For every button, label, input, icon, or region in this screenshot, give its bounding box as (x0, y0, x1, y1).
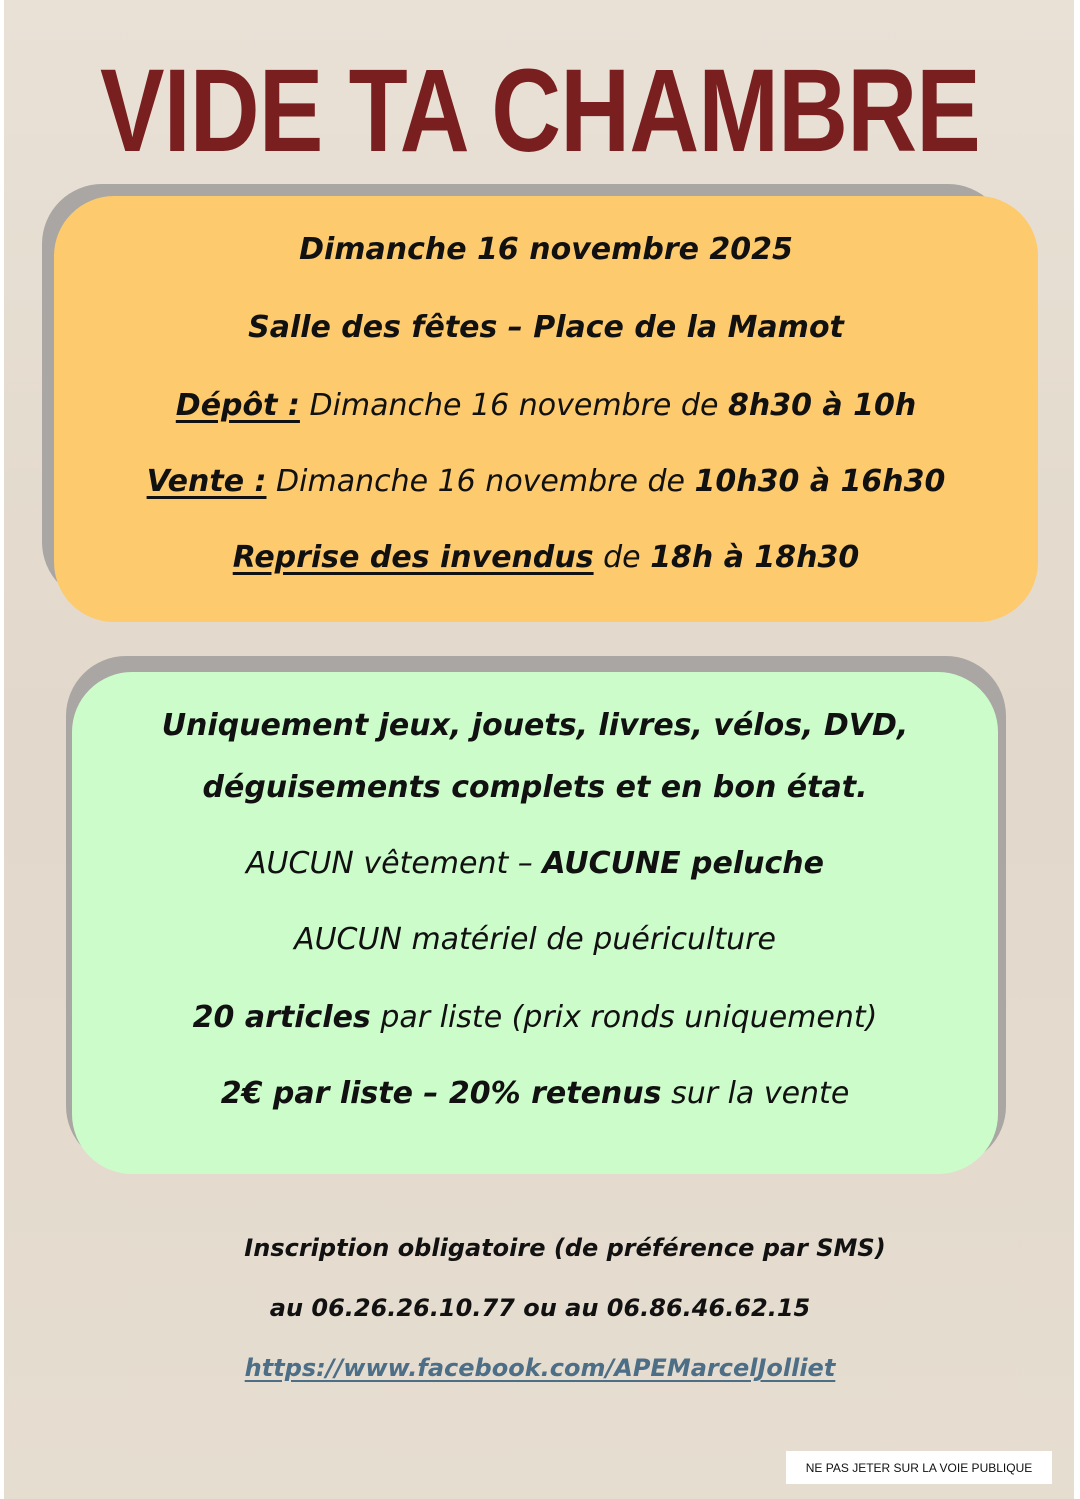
rules-line-3-a: AUCUN vêtement – (246, 846, 533, 881)
reprise-line (54, 540, 1038, 575)
rules-line-4: AUCUN matériel de puériculture (294, 922, 776, 957)
reprise-time: 18h à 18h30 (650, 540, 860, 575)
page-edge-right (1074, 0, 1080, 1499)
rules-line-3-b: AUCUNE peluche (542, 846, 824, 881)
depot-line (54, 388, 1038, 423)
vente-line (54, 464, 1038, 499)
vente-label: Vente : (146, 464, 267, 499)
page-edge-left (0, 0, 4, 1499)
notice-label: NE PAS JETER SUR LA VOIE PUBLIQUE (786, 1451, 1052, 1484)
vente-text: Dimanche 16 novembre de (276, 464, 685, 499)
rules-line-6 (72, 1076, 998, 1111)
facebook-link-row (0, 1354, 1080, 1382)
facebook-link[interactable]: https://www.facebook.com/APEMarcelJolliet (244, 1354, 836, 1382)
rules-line-5 (72, 1000, 998, 1035)
rules-line-3 (72, 846, 998, 881)
vente-time: 10h30 à 16h30 (694, 464, 946, 499)
rules-line-1: Uniquement jeux, jouets, livres, vélos, DVD, (161, 708, 909, 743)
rules-line-6-b: sur la vente (671, 1076, 850, 1111)
event-location: Salle des fêtes – Place de la Mamot (248, 310, 844, 345)
rules-line-5-b: par liste (prix ronds uniquement) (380, 1000, 878, 1035)
reprise-label: Reprise des invendus (232, 540, 594, 575)
rules-card (72, 672, 998, 1174)
event-date: Dimanche 16 novembre 2025 (299, 232, 793, 267)
rules-line-6-a: 2€ par liste – 20% retenus (220, 1076, 662, 1111)
rules-line-2: déguisements complets et en bon état. (202, 770, 868, 805)
depot-label: Dépôt : (175, 388, 300, 423)
event-card (54, 196, 1038, 622)
registration-text: Inscription obligatoire (de préférence par SMS) (244, 1234, 886, 1262)
rules-line-5-a: 20 articles (192, 1000, 371, 1035)
reprise-text: de (603, 540, 641, 575)
depot-text: Dimanche 16 novembre de (309, 388, 719, 423)
depot-time: 8h30 à 10h (727, 388, 917, 423)
phone-numbers: au 06.26.26.10.77 ou au 06.86.46.62.15 (269, 1294, 811, 1322)
flyer-title: VIDE TA CHAMBRE (99, 45, 981, 177)
